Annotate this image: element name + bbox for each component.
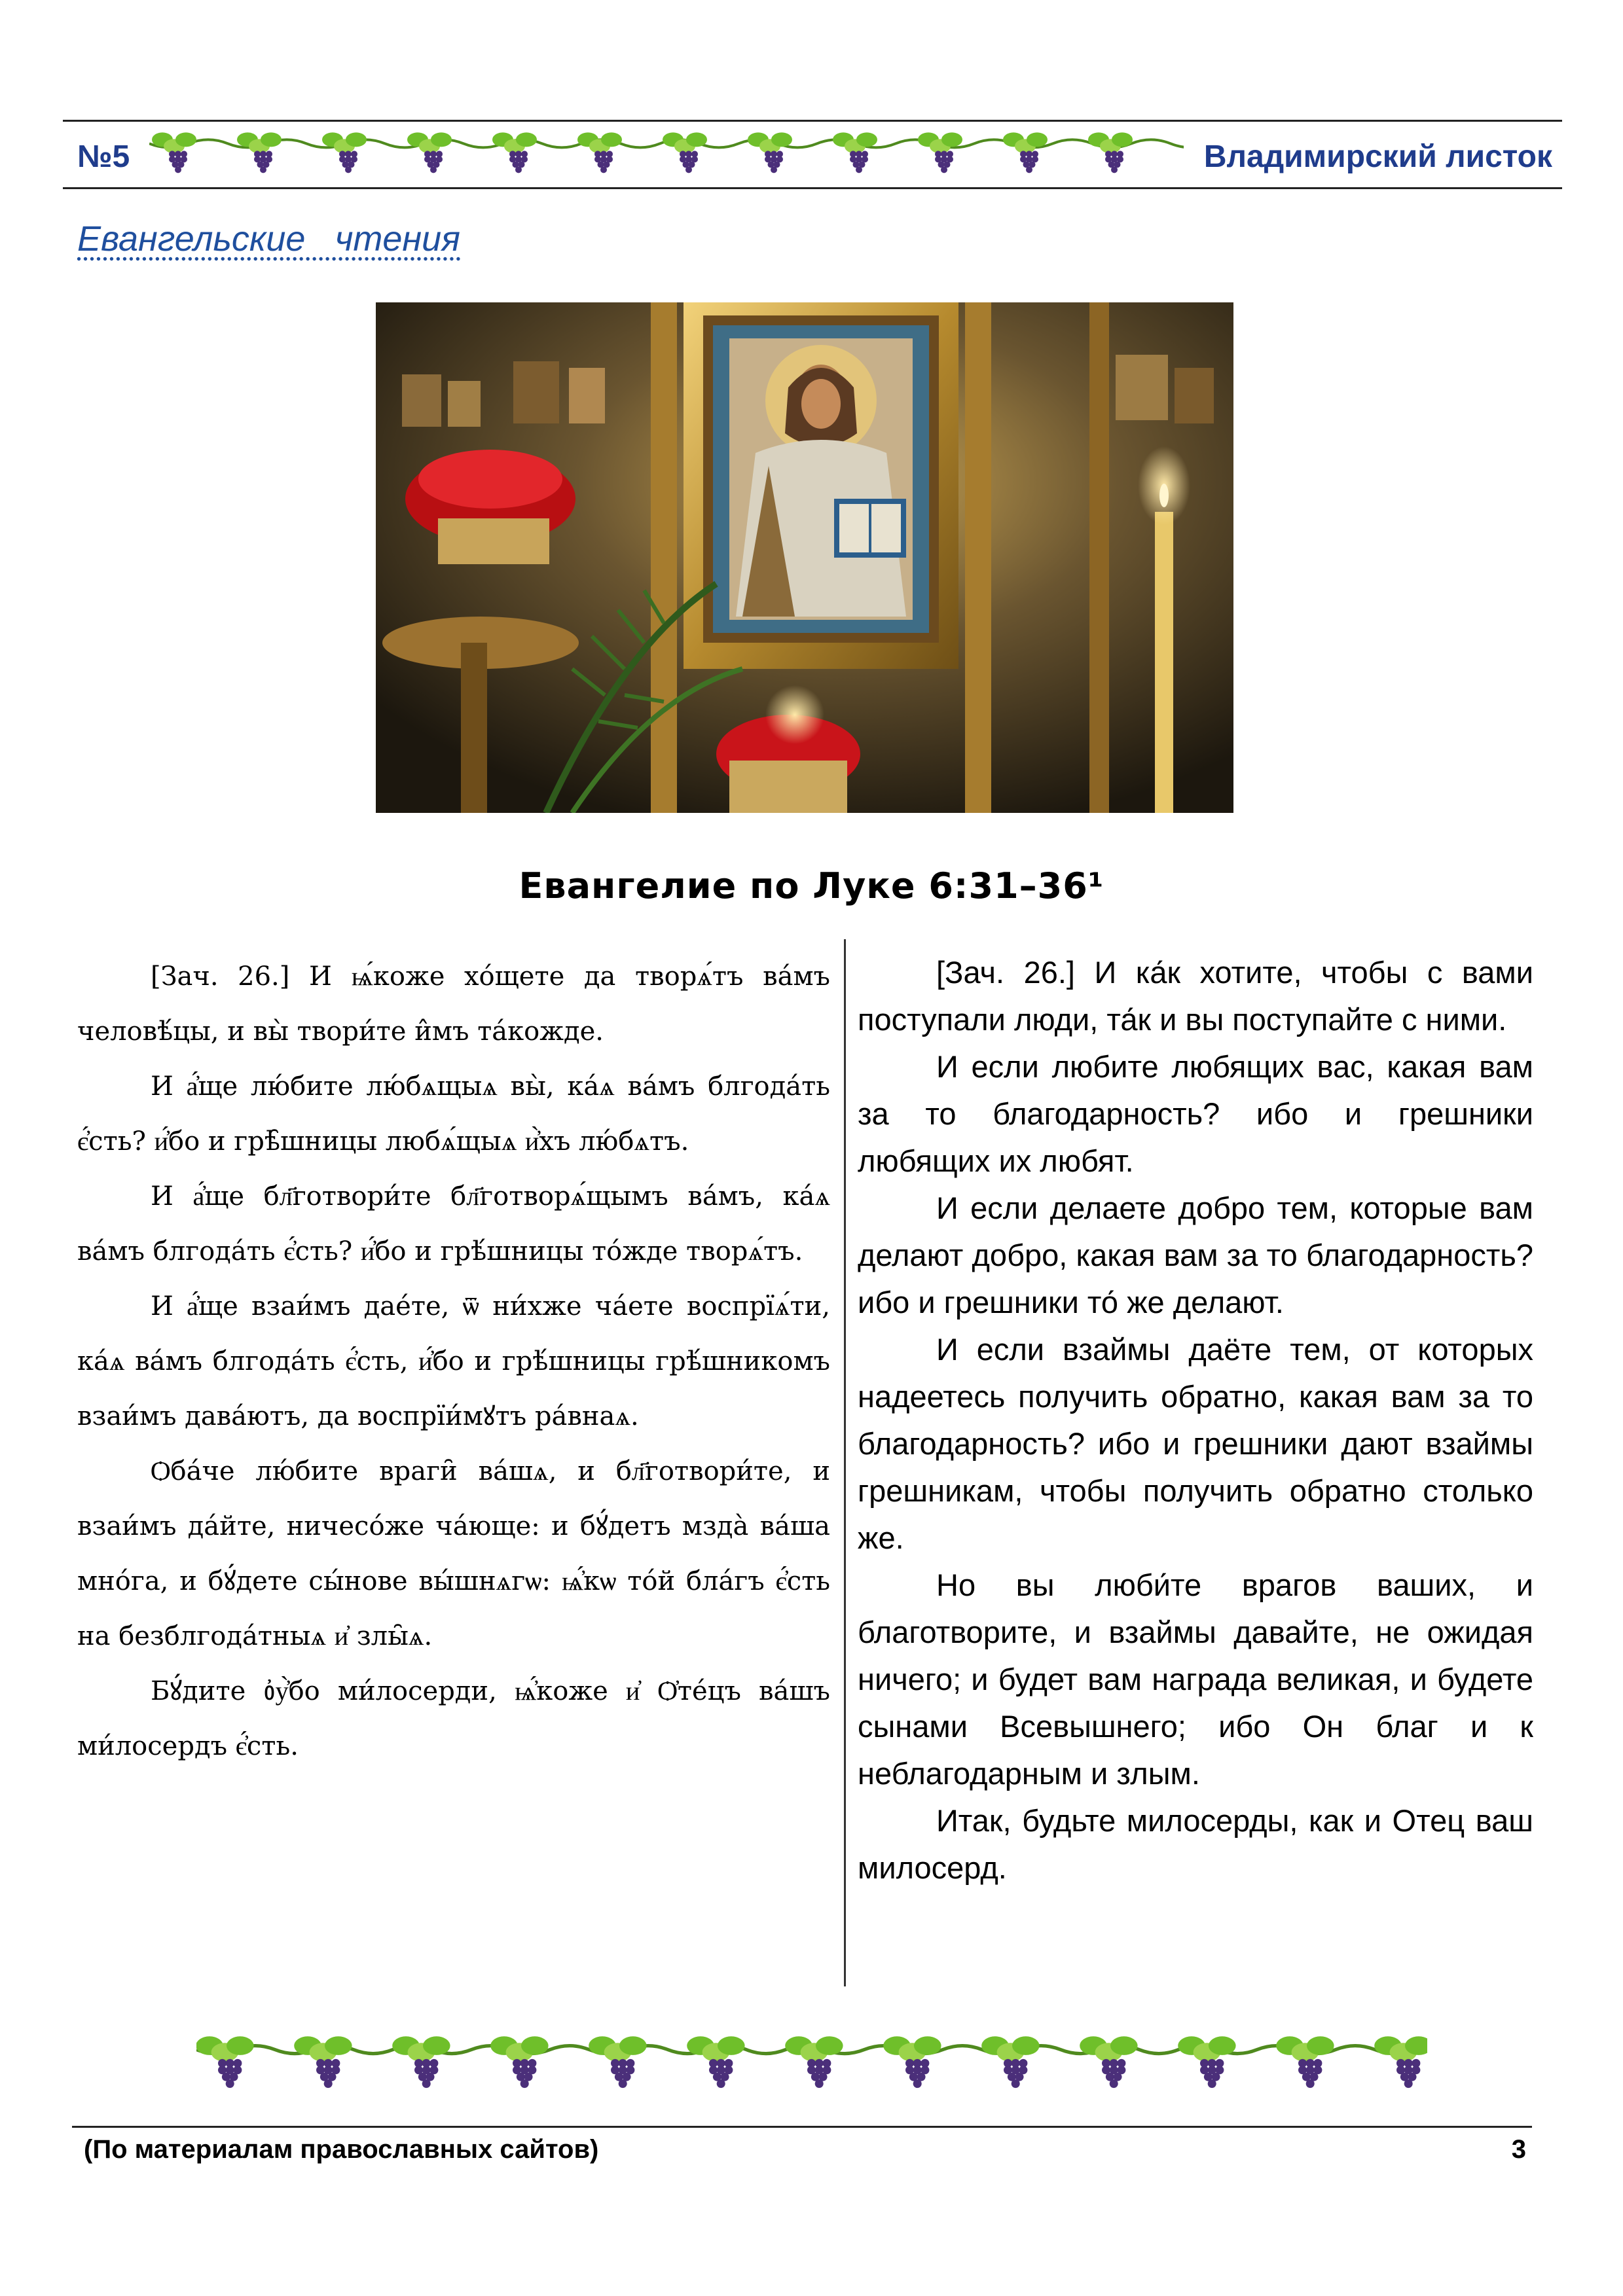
slavonic-verse: Ѻба́че лю́бите враги̑ ва́шѧ, и бл҃готвори́те, и взаи́мъ да́йте, ничесо́же ча́юще: и бꙋ́детъ мзда̀ ва́ша мно́га, и бꙋ́дете сы́нове вы́шнѧгѡ: ѩ҆́кѡ то́й бла́гъ є҆́сть на безблгода́тныѧ и҆ злы̑ѧ. (77, 1456, 830, 1651)
grape-berry (422, 2079, 431, 2088)
grape-berry (717, 2079, 725, 2088)
vine-leaf (941, 132, 962, 147)
vine-leaf (686, 132, 707, 147)
grape-berry (324, 2079, 333, 2088)
grape-berry (1404, 2079, 1413, 2088)
slavonic-verse: [Зач. 26.] И ѩ́коже хо́щете да творѧ́тъ ва́мъ человѣ́цы, и вы̀ твори́те и̂мъ та́кожде. (77, 961, 830, 1047)
grape-berry (515, 166, 522, 173)
grape-berry (175, 166, 181, 173)
slavonic-verse: И а҆́ще взаи́мъ дае́те, ѿ ни́хже ча́ете воспрїѧ́ти, ка́ѧ ва́мъ блгода́ть є҆́сть, и҆́бо и грѣ́шницы грѣ́шникомъ взаи́мъ дава́ютъ, да воспрїи́мꙋтъ ра́внаѧ. (77, 1291, 830, 1431)
grape-berry (685, 166, 692, 173)
footer-rule (72, 2126, 1532, 2128)
grape-berry (815, 2079, 824, 2088)
grape-berry (226, 2079, 234, 2088)
vine-leaf (601, 132, 622, 147)
header-bottom-rule (63, 187, 1562, 189)
grape-berry (913, 2079, 922, 2088)
grape-berry (619, 2079, 627, 2088)
grape-berry (520, 2079, 529, 2088)
grape-berry (856, 166, 862, 173)
vine-leaf (1307, 2036, 1334, 2055)
vine-leaf (261, 132, 282, 147)
grape-berry (345, 166, 352, 173)
vine-leaf (227, 2036, 254, 2055)
grape-berry (941, 166, 947, 173)
reading-title: Евангелие по Луке 6:31–36¹ (519, 865, 1104, 906)
slavonic-verse: И а҆́ще лю́бите лю́бѧщыѧ вы̀, ка́ѧ ва́мъ блгода́ть є҆́сть? и҆́бо и грѣ̑шницы любѧ́щыѧ и҆̀хъ лю́бѧтъ. (77, 1071, 830, 1157)
grape-berry (1306, 2079, 1315, 2088)
vine-leaf (175, 132, 196, 147)
vine-leaf (856, 132, 877, 147)
russian-verse: И если взаймы даёте тем, от которых надеетесь получить обратно, какая вам за то благодарность? ибо и грешники дают взаймы грешникам, чтобы получить обратно столько же. (858, 1332, 1533, 1555)
russian-verse: Но вы люби́те врагов ваших, и благотворите, и взаймы давайте, не ожидая ничего; и будет вам награда великая, и будете сынами Всевышнего; ибо Он благ и к неблагодарным и злым. (858, 1568, 1533, 1791)
issue-number: №5 (77, 139, 130, 174)
paper-name: Владимирский листок (1203, 139, 1552, 174)
slavonic-column (77, 949, 830, 1774)
russian-verse: Итак, будьте милосерды, как и Отец ваш милосерд. (858, 1803, 1533, 1885)
icon-photo (376, 302, 1233, 813)
footer-source-note: (По материалам православных сайтов) (84, 2135, 599, 2164)
grape-berry (771, 166, 777, 173)
vine-leaf (816, 2036, 843, 2055)
vine-leaf (521, 2036, 549, 2055)
vine-leaf (914, 2036, 941, 2055)
vine-leaf (1027, 132, 1048, 147)
grape-berry (1012, 2079, 1020, 2088)
grape-berry (1208, 2079, 1216, 2088)
grape-berry (1110, 2079, 1118, 2088)
footer-vine-ornament (196, 2022, 1427, 2108)
grape-berry (1026, 166, 1032, 173)
vine-leaf (1110, 2036, 1138, 2055)
slavonic-verse: Бꙋ́дите ᲂ҆у҆̀бо ми́лосерди, ѩ҆́коже и҆ Ѻ҆те́цъ ва́шъ ми́лосердъ є҆́сть. (77, 1676, 830, 1761)
vine-leaf (619, 2036, 647, 2055)
header-top-rule (63, 120, 1562, 122)
page-number: 3 (1511, 2135, 1526, 2164)
vine-leaf (346, 132, 367, 147)
vine-leaf (325, 2036, 352, 2055)
russian-verse: И если любите любящих вас, какая вам за то благодарность? ибо и грешники любящих их любят. (858, 1049, 1533, 1178)
vine-leaf (431, 132, 452, 147)
russian-column (858, 949, 1533, 1892)
grape-berry (600, 166, 607, 173)
vine-leaf (423, 2036, 450, 2055)
grape-berry (1111, 166, 1118, 173)
russian-verse: [Зач. 26.] И ка́к хотите, чтобы с вами поступали люди, та́к и вы поступайте с ними. (858, 955, 1533, 1037)
column-divider (844, 939, 846, 1986)
vine-leaf (1112, 132, 1133, 147)
vine-leaf (1209, 2036, 1236, 2055)
grape-berry (260, 166, 266, 173)
vine-leaf (771, 132, 792, 147)
vine-leaf (516, 132, 537, 147)
russian-verse: И если делаете добро тем, которые вам делают добро, какая вам за то благодарность? ибо и грешники то́ же делают. (858, 1191, 1533, 1319)
vine-leaf (1012, 2036, 1040, 2055)
slavonic-verse: И а҆́ще бл҃готвори́те бл҃готворѧ́щымъ ва́мъ, ка́ѧ ва́мъ блгода́ть є҆́сть? и҆́бо и грѣ́шницы то́жде творѧ́тъ. (77, 1181, 830, 1266)
grape-berry (430, 166, 437, 173)
section-title: Евангельские чтения (77, 219, 461, 259)
vine-leaf (718, 2036, 745, 2055)
header-vine-ornament (149, 123, 1184, 187)
